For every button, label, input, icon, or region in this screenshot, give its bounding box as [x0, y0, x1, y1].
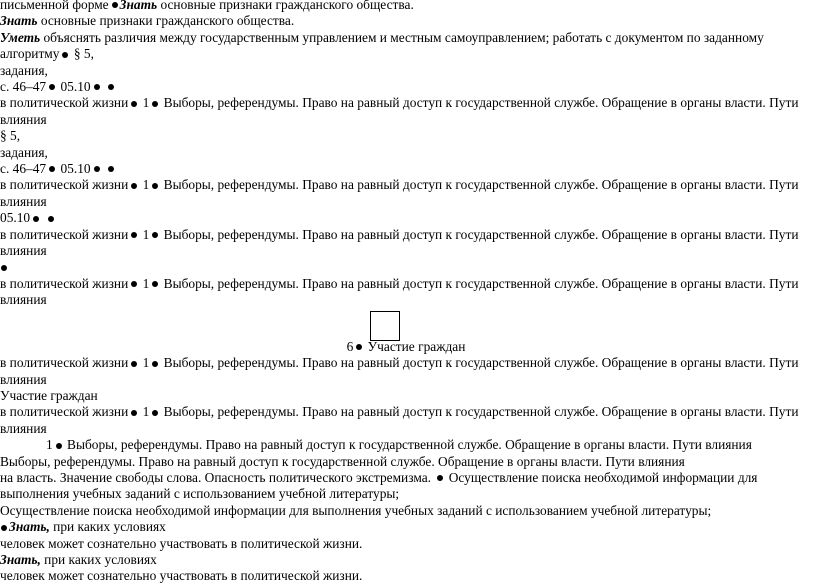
text: 1 [139, 95, 150, 111]
line-1 [0, 0, 812, 13]
text: основные признаки гражданского общества. [37, 13, 295, 29]
text-person: человек может сознательно участвовать в политической жизни. [0, 535, 363, 551]
text-bold: Уметь [0, 29, 41, 45]
line-polit-1 [0, 95, 800, 128]
text: основные признаки гражданского общества. [157, 0, 414, 12]
bullet-icon [131, 281, 137, 287]
text: в политической жизни [0, 226, 129, 242]
text: 1 [46, 437, 53, 453]
text: 05.10 [57, 79, 91, 95]
text: 1 [139, 404, 150, 420]
bullet-icon [33, 216, 39, 222]
text: Выборы, референдумы. Право на равный доступ к государственной службе. Обращение в органы власти. Пути влияния [0, 95, 799, 127]
text: Выборы, референдумы. Право на равный доступ к государственной службе. Обращение в органы власти. Пути влияния [0, 226, 799, 259]
bullet-icon [62, 52, 68, 58]
text: 05.10 [57, 161, 91, 177]
line-lone-dot [0, 260, 812, 276]
line-polit-5 [0, 355, 800, 388]
box-row [0, 309, 812, 339]
text: в политической жизни [0, 177, 129, 193]
text: 1 [139, 355, 150, 371]
text-tasks: задания, [0, 144, 48, 160]
bullet-icon [108, 84, 114, 90]
bullet-icon [356, 344, 362, 350]
text: Выборы, референдумы. Право на равный доступ к государственной службе. Обращение в органы власти. Пути влияния [0, 355, 799, 387]
bullet-icon [94, 84, 100, 90]
bullet-icon [94, 166, 100, 172]
bullet-icon [1, 525, 7, 531]
text: при каких условиях [40, 552, 157, 567]
text: Выборы, референдумы. Право на равный доступ к государственной службе. Обращение в органы власти. Пути влияния [0, 404, 799, 436]
text: с. 46–47 [0, 161, 47, 177]
line-znat-1 [0, 519, 812, 535]
text: на власть. Значение свободы слова. Опасность политического экстремизма. [0, 469, 431, 485]
text: 6 [346, 338, 354, 354]
text-bold: Знать, [9, 519, 50, 535]
line-2 [0, 13, 812, 29]
line-polit-2 [0, 177, 800, 210]
bullet-icon [152, 281, 158, 287]
text: Выборы, референдумы. Право на равный доступ к государственной службе. Обращение в органы власти. Пути влияния [0, 275, 799, 308]
text: 05.10 [0, 210, 31, 226]
text: в политической жизни [0, 275, 129, 291]
text: при каких условиях [49, 519, 166, 535]
text-bold: Знать [119, 0, 158, 12]
bullet-icon [131, 183, 137, 189]
bullet-icon [108, 166, 114, 172]
line-six [0, 339, 812, 355]
text-search: Осуществление поиска необходимой информации для выполнения учебных заданий с использованием учебной литературы; [0, 502, 712, 518]
bullet-icon [48, 216, 54, 222]
line-polit-4 [0, 276, 800, 309]
bullet-icon [131, 361, 137, 367]
text: 1 [139, 226, 150, 242]
text: Участие граждан [364, 338, 466, 354]
text: Выборы, референдумы. Право на равный доступ к государственной службе. Обращение в органы власти. Пути влияния [0, 177, 799, 209]
line-znat-2 [0, 552, 812, 568]
text-person: человек может сознательно участвовать в политической жизни. [0, 568, 363, 584]
text-bold: Знать, [0, 552, 41, 567]
line-pages [0, 79, 812, 95]
text: объяснять различия между государственным управлением и местным самоуправлением; работать с документом по заданному алгоритму [0, 29, 764, 62]
text-tasks: задания, [0, 62, 48, 78]
text: в политической жизни [0, 404, 129, 420]
text: Осуществление поиска необходимой информации для выполнения учебных заданий с использованием учебной литературы; [0, 469, 758, 502]
bullet-icon [131, 232, 137, 238]
text: Выборы, референдумы. Право на равный доступ к государственной службе. Обращение в органы власти. Пути влияния [63, 437, 752, 453]
text: в политической жизни [0, 95, 129, 111]
text-participation: Участие граждан [0, 387, 98, 403]
text: 1 [139, 275, 150, 291]
bullet-icon [1, 265, 7, 271]
bullet-icon [112, 2, 118, 8]
text-section: § 5, [0, 128, 21, 144]
text: письменной форме [0, 0, 109, 12]
bullet-icon [131, 410, 137, 416]
line-one-elections [0, 437, 812, 453]
bullet-icon [49, 84, 55, 90]
line-pages-2 [0, 161, 812, 177]
text-bold: Знать [0, 13, 38, 29]
text-elections: Выборы, референдумы. Право на равный доступ к государственной службе. Обращение в органы власти. Пути влияния [0, 453, 685, 469]
line-polit-6 [0, 404, 800, 437]
line-date [0, 210, 812, 226]
text: § 5, [70, 46, 94, 62]
line-3 [0, 30, 800, 63]
bullet-icon [152, 410, 158, 416]
text: в политической жизни [0, 355, 129, 371]
empty-box [370, 311, 400, 341]
bullet-icon [152, 101, 158, 107]
line-power [0, 470, 800, 503]
text: 1 [139, 177, 150, 193]
bullet-icon [152, 183, 158, 189]
bullet-icon [56, 443, 62, 449]
line-polit-3 [0, 227, 800, 260]
bullet-icon [152, 361, 158, 367]
bullet-icon [437, 475, 443, 481]
text: с. 46–47 [0, 79, 47, 95]
bullet-icon [152, 232, 158, 238]
bullet-icon [49, 166, 55, 172]
bullet-icon [131, 101, 137, 107]
